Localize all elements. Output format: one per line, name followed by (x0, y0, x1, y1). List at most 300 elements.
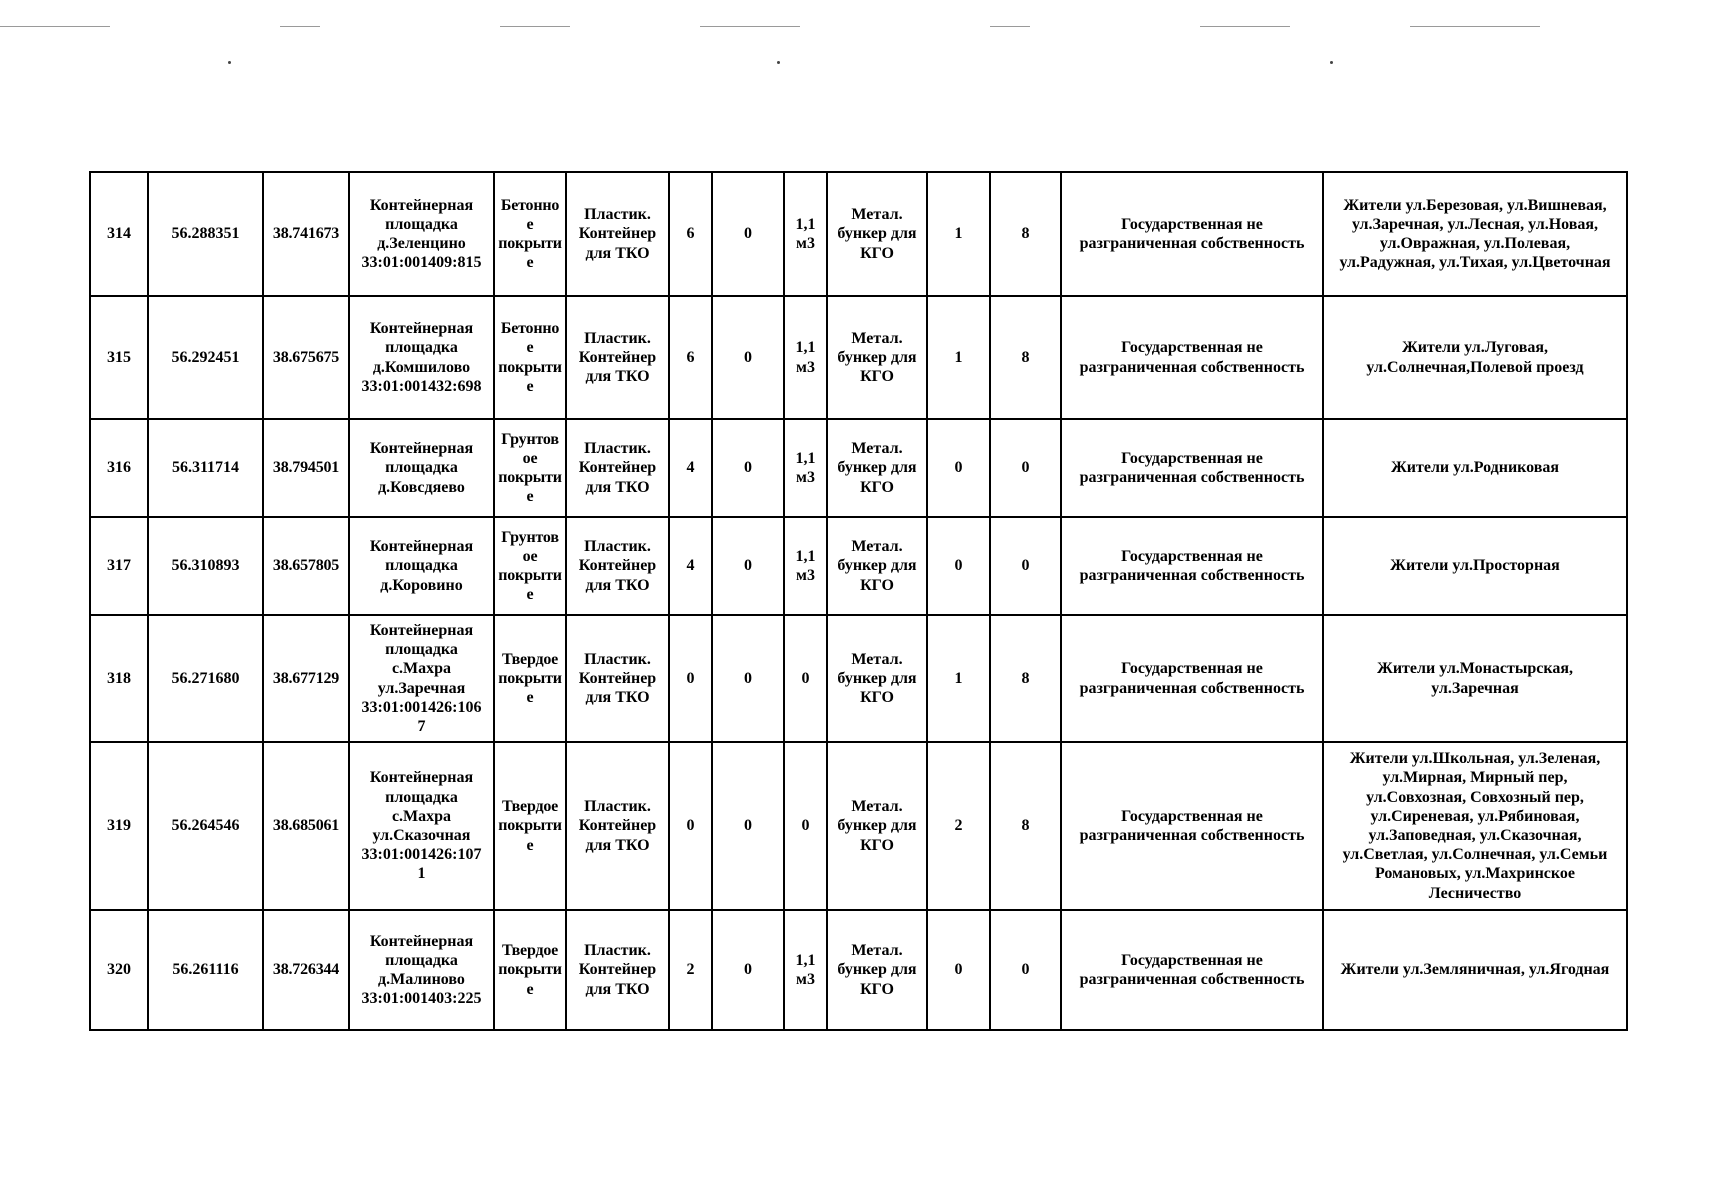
cell-site-description (349, 296, 494, 419)
cell-bunker-volume (990, 517, 1061, 615)
cell-text-line: ул.Заречная, ул.Лесная, ул.Новая, (1351, 215, 1599, 233)
cell-text: 4 (686, 459, 695, 477)
cell-bunker-volume (990, 172, 1061, 296)
scan-dot (228, 61, 231, 64)
cell-text: 318 (107, 669, 131, 687)
cell-text-line: Грунтов (501, 430, 559, 448)
cell-container-type (566, 296, 669, 419)
cell-text: 2 (686, 961, 695, 979)
cell-text-line: 33:01:001432:698 (361, 377, 482, 395)
cell-longitude (263, 172, 349, 296)
cell-text-line: разграниченная собственность (1079, 567, 1305, 584)
cell-text-line: Контейнер (578, 348, 657, 366)
cell-text: 8 (1021, 669, 1030, 687)
cell-text-line: Жители ул.Луговая, (1401, 339, 1549, 357)
cell-text-line: Жители ул.Просторная (1390, 557, 1560, 575)
cell-text-line: Контейнер (578, 961, 657, 979)
cell-text-line: м3 (796, 469, 815, 486)
table-body (90, 172, 1627, 1030)
cell-container-count (669, 742, 712, 910)
container-sites-table (89, 171, 1628, 1031)
cell-bunker-count (927, 910, 990, 1030)
cell-container-planned (712, 742, 784, 910)
cell-text: 1 (954, 225, 963, 243)
cell-text-line: разграниченная собственность (1079, 679, 1305, 697)
cell-text-line: Твердое (501, 942, 559, 960)
cell-text-line: 1,1 (795, 951, 816, 969)
cell-text-line: д.Комшилово (372, 358, 471, 376)
cell-text-line: 0 (801, 817, 810, 835)
cell-text-line: для ТКО (585, 836, 650, 854)
cell-text-line: Контейнерная (369, 932, 474, 950)
table-row (90, 615, 1627, 742)
cell-text: 6 (686, 348, 695, 366)
cell-latitude (148, 517, 263, 615)
cell-text-line: разграниченная собственность (1079, 235, 1305, 252)
cell-bunker-volume (990, 419, 1061, 517)
cell-text-line: Контейнерная (369, 196, 474, 214)
cell-text: 0 (744, 669, 752, 687)
cell-text-line: КГО (860, 244, 894, 262)
cell-text-line: Контейнер (578, 669, 657, 687)
cell-text-line: Бетонно (500, 320, 560, 338)
cell-container-type (566, 910, 669, 1030)
cell-text-line: КГО (860, 478, 894, 496)
scan-mark (700, 26, 800, 27)
cell-text-line: Твердое (501, 798, 559, 816)
cell-longitude (263, 419, 349, 517)
cell-text: 320 (107, 961, 131, 979)
cell-text-line: площадка (385, 459, 458, 477)
cell-site-description (349, 742, 494, 910)
cell-text: 56.271680 (171, 669, 240, 687)
cell-longitude (263, 296, 349, 419)
cell-text-line: е (526, 254, 534, 272)
cell-bunker-count (927, 615, 990, 742)
cell-text-line: Контейнерная (369, 769, 474, 787)
scan-mark (0, 26, 110, 27)
cell-text-line: с.Махра (391, 660, 452, 678)
cell-number (90, 517, 148, 615)
cell-bunker-volume (990, 742, 1061, 910)
cell-latitude (148, 296, 263, 419)
table-row (90, 910, 1627, 1030)
cell-text-line: Твердое (501, 650, 559, 668)
cell-text-line: КГО (860, 980, 894, 998)
cell-text-line: Метал. (851, 650, 903, 668)
cell-text-line: ул.Заречная (1431, 679, 1519, 697)
cell-text-line: Контейнерная (369, 538, 474, 556)
cell-container-planned (712, 296, 784, 419)
cell-bunker-type (827, 742, 927, 910)
cell-surface-type (494, 172, 566, 296)
cell-text-line: покрыти (498, 669, 562, 687)
cell-text: 38.677129 (272, 669, 340, 687)
cell-text: 0 (686, 817, 695, 835)
cell-residents (1323, 419, 1627, 517)
cell-text-line: ул.Мирная, Мирный пер, (1382, 769, 1568, 787)
cell-text-line: 33:01:001409:815 (361, 254, 482, 272)
cell-text: 8 (1021, 817, 1030, 835)
cell-text: 316 (107, 459, 131, 477)
cell-text-line: Метал. (851, 798, 903, 816)
cell-text: 0 (744, 961, 752, 979)
cell-text-line: для ТКО (585, 478, 650, 496)
cell-text-line: для ТКО (585, 980, 650, 998)
cell-text-line: 0 (801, 669, 810, 687)
cell-text: 0 (744, 225, 752, 243)
cell-bunker-type (827, 517, 927, 615)
cell-text-line: Контейнер (578, 557, 657, 575)
cell-text-line: покрыти (498, 817, 562, 835)
cell-text-line: Метал. (851, 329, 903, 347)
table-row (90, 172, 1627, 296)
cell-surface-type (494, 517, 566, 615)
cell-text-line: 33:01:001426:107 (361, 846, 482, 864)
cell-container-type (566, 517, 669, 615)
cell-container-volume (784, 910, 827, 1030)
cell-bunker-count (927, 172, 990, 296)
cell-text-line: Метал. (851, 942, 903, 960)
cell-text: 38.657805 (272, 557, 340, 575)
cell-surface-type (494, 742, 566, 910)
cell-text-line: е (526, 980, 534, 998)
cell-text: 38.726344 (272, 961, 340, 979)
cell-text-line: ул.Овражная, ул.Полевая, (1379, 235, 1571, 252)
cell-number (90, 296, 148, 419)
cell-ownership (1061, 742, 1323, 910)
scan-mark (1200, 26, 1290, 27)
cell-container-count (669, 172, 712, 296)
cell-container-planned (712, 172, 784, 296)
cell-text-line: Контейнерная (369, 440, 474, 458)
table-row (90, 419, 1627, 517)
scan-dot (1330, 61, 1333, 64)
cell-text: 0 (744, 459, 752, 477)
cell-site-description (349, 419, 494, 517)
cell-latitude (148, 742, 263, 910)
cell-text: 4 (686, 557, 695, 575)
cell-text-line: покрыти (498, 961, 562, 979)
cell-container-volume (784, 517, 827, 615)
cell-text: 56.311714 (171, 459, 240, 477)
cell-site-description (349, 172, 494, 296)
cell-text-line: бункер для (837, 961, 917, 979)
cell-surface-type (494, 615, 566, 742)
cell-text-line: 1,1 (795, 339, 816, 357)
cell-text-line: Контейнер (578, 459, 657, 477)
cell-text-line: бункер для (837, 225, 917, 243)
cell-container-type (566, 615, 669, 742)
cell-container-type (566, 742, 669, 910)
cell-number (90, 742, 148, 910)
cell-residents (1323, 910, 1627, 1030)
cell-text-line: Жители ул.Земляничная, ул.Ягодная (1340, 961, 1610, 979)
cell-text-line: Контейнерная (369, 320, 474, 338)
cell-text-line: 1,1 (795, 547, 816, 565)
cell-text-line: покрыти (498, 358, 562, 376)
table-row (90, 517, 1627, 615)
cell-container-type (566, 172, 669, 296)
cell-ownership (1061, 517, 1323, 615)
cell-text: 0 (954, 459, 963, 477)
cell-text: 6 (686, 225, 695, 243)
table-row (90, 742, 1627, 910)
cell-text-line: е (526, 377, 534, 395)
cell-text: 56.288351 (171, 225, 240, 243)
cell-text-line: м3 (796, 235, 815, 252)
cell-text-line: ул.Совхозная, Совхозный пер, (1366, 788, 1584, 806)
cell-text-line: 1,1 (795, 449, 816, 467)
cell-bunker-type (827, 172, 927, 296)
scan-mark (1410, 26, 1540, 27)
cell-bunker-count (927, 296, 990, 419)
cell-bunker-type (827, 615, 927, 742)
cell-text-line: разграниченная собственность (1079, 358, 1305, 376)
cell-text-line: бункер для (837, 557, 917, 575)
cell-text-line: Государственная не (1121, 547, 1263, 565)
cell-bunker-type (827, 419, 927, 517)
cell-text-line: Контейнерная (369, 621, 474, 639)
cell-text-line: Метал. (851, 206, 903, 224)
cell-text-line: для ТКО (585, 368, 650, 386)
cell-container-count (669, 517, 712, 615)
cell-text: 38.685061 (272, 817, 340, 835)
cell-residents (1323, 742, 1627, 910)
cell-text-line: ул.Заповедная, ул.Сказочная, (1368, 827, 1582, 844)
cell-text-line: КГО (860, 689, 894, 707)
cell-text-line: Пластик. (584, 440, 651, 458)
cell-latitude (148, 615, 263, 742)
cell-text-line: 7 (417, 717, 426, 735)
document-table-wrapper (89, 171, 1628, 1031)
cell-text-line: Романовых, ул.Махринское (1374, 865, 1576, 883)
cell-text: 38.741673 (272, 225, 340, 243)
cell-residents (1323, 517, 1627, 615)
cell-container-count (669, 296, 712, 419)
cell-text-line: Государственная не (1121, 339, 1263, 357)
cell-text-line: Государственная не (1121, 449, 1263, 467)
cell-text-line: ул.Сиреневая, ул.Рябиновая, (1370, 807, 1580, 825)
cell-text-line: е (526, 215, 534, 233)
cell-text-line: ул.Сказочная (372, 827, 471, 844)
cell-container-count (669, 419, 712, 517)
cell-text: 0 (744, 817, 752, 835)
cell-text-line: ул.Заречная (377, 679, 466, 697)
cell-text-line: Государственная не (1121, 660, 1263, 678)
cell-text-line: м3 (796, 358, 815, 376)
cell-text-line: КГО (860, 576, 894, 594)
cell-text-line: м3 (796, 567, 815, 584)
cell-bunker-volume (990, 296, 1061, 419)
cell-surface-type (494, 419, 566, 517)
cell-bunker-count (927, 517, 990, 615)
scan-mark (990, 26, 1030, 27)
cell-text-line: площадка (385, 641, 458, 659)
cell-latitude (148, 910, 263, 1030)
cell-text-line: д.Зеленцино (377, 235, 466, 252)
cell-text-line: Грунтов (501, 528, 559, 546)
cell-text-line: покрыти (498, 469, 562, 486)
cell-text: 0 (744, 348, 752, 366)
cell-text-line: площадка (385, 951, 458, 969)
table-row (90, 296, 1627, 419)
cell-text-line: д.Коровино (380, 576, 463, 594)
cell-text: 1 (954, 669, 963, 687)
cell-text-line: Метал. (851, 538, 903, 556)
cell-text-line: Пластик. (584, 206, 651, 224)
cell-text-line: площадка (385, 215, 458, 233)
cell-bunker-type (827, 296, 927, 419)
cell-text-line: КГО (860, 368, 894, 386)
cell-text-line: Бетонно (500, 196, 560, 214)
cell-text-line: Метал. (851, 440, 903, 458)
cell-text-line: Государственная не (1121, 951, 1263, 969)
cell-text-line: е (526, 689, 534, 707)
cell-text-line: КГО (860, 836, 894, 854)
cell-text-line: Пластик. (584, 538, 651, 556)
cell-residents (1323, 296, 1627, 419)
cell-latitude (148, 172, 263, 296)
cell-text: 319 (107, 817, 131, 835)
cell-text: 0 (954, 557, 963, 575)
cell-text-line: 1,1 (795, 215, 816, 233)
cell-text-line: площадка (385, 788, 458, 806)
cell-latitude (148, 419, 263, 517)
cell-longitude (263, 910, 349, 1030)
cell-bunker-type (827, 910, 927, 1030)
cell-text-line: Государственная не (1121, 807, 1263, 825)
cell-text-line: Пластик. (584, 650, 651, 668)
cell-text-line: Лесничество (1428, 884, 1522, 902)
cell-text-line: ое (522, 547, 538, 565)
cell-text-line: д.Ковсдяево (378, 478, 465, 496)
cell-text: 56.310893 (171, 557, 240, 575)
cell-text-line: Пластик. (584, 942, 651, 960)
cell-text: 0 (686, 669, 695, 687)
cell-text: 56.261116 (172, 961, 239, 979)
cell-container-volume (784, 615, 827, 742)
cell-text-line: разграниченная собственность (1079, 469, 1305, 486)
cell-surface-type (494, 296, 566, 419)
cell-ownership (1061, 419, 1323, 517)
cell-residents (1323, 172, 1627, 296)
cell-text-line: ул.Радужная, ул.Тихая, ул.Цветочная (1339, 254, 1611, 272)
cell-residents (1323, 615, 1627, 742)
cell-site-description (349, 615, 494, 742)
cell-text-line: е (526, 339, 534, 357)
cell-text-line: бункер для (837, 669, 917, 687)
cell-text: 0 (954, 961, 963, 979)
cell-text: 315 (107, 348, 131, 366)
cell-number (90, 615, 148, 742)
cell-text-line: бункер для (837, 459, 917, 477)
cell-text-line: ул.Светлая, ул.Солнечная, ул.Семьи (1342, 846, 1608, 864)
cell-text: 314 (107, 225, 131, 243)
cell-text-line: е (526, 586, 534, 604)
cell-text-line: Жители ул.Школьная, ул.Зеленая, (1349, 750, 1601, 768)
cell-text: 0 (1021, 961, 1030, 979)
cell-text-line: 33:01:001403:225 (361, 990, 482, 1008)
cell-text: 0 (744, 557, 752, 575)
cell-ownership (1061, 172, 1323, 296)
cell-text-line: покрыти (498, 235, 562, 252)
cell-text-line: разграниченная собственность (1079, 827, 1305, 844)
cell-text-line: Жители ул.Березовая, ул.Вишневая, (1343, 196, 1607, 214)
cell-text-line: Пластик. (584, 798, 651, 816)
cell-ownership (1061, 296, 1323, 419)
cell-number (90, 910, 148, 1030)
cell-text: 0 (1021, 557, 1030, 575)
cell-container-volume (784, 742, 827, 910)
cell-bunker-count (927, 742, 990, 910)
cell-text-line: Жители ул.Монастырская, (1377, 660, 1573, 678)
cell-container-type (566, 419, 669, 517)
cell-container-planned (712, 910, 784, 1030)
cell-number (90, 419, 148, 517)
cell-text-line: Контейнер (578, 225, 657, 243)
cell-text-line: 33:01:001426:106 (361, 698, 482, 716)
cell-text: 8 (1021, 348, 1030, 366)
cell-bunker-volume (990, 615, 1061, 742)
cell-ownership (1061, 910, 1323, 1030)
cell-longitude (263, 615, 349, 742)
cell-text-line: для ТКО (585, 689, 650, 707)
cell-text-line: Государственная не (1121, 215, 1263, 233)
cell-text: 8 (1021, 225, 1030, 243)
cell-bunker-count (927, 419, 990, 517)
cell-text-line: Пластик. (584, 329, 651, 347)
cell-text-line: ул.Солнечная,Полевой проезд (1366, 358, 1584, 376)
cell-text-line: 1 (417, 865, 426, 883)
cell-ownership (1061, 615, 1323, 742)
cell-text-line: для ТКО (585, 244, 650, 262)
cell-text: 56.264546 (171, 817, 240, 835)
cell-text: 38.675675 (272, 348, 340, 366)
cell-text-line: бункер для (837, 817, 917, 835)
cell-text-line: для ТКО (585, 576, 650, 594)
scan-mark (500, 26, 570, 27)
cell-longitude (263, 517, 349, 615)
cell-text-line: е (526, 836, 534, 854)
cell-text: 317 (107, 557, 131, 575)
cell-text: 2 (954, 817, 963, 835)
cell-surface-type (494, 910, 566, 1030)
cell-container-volume (784, 296, 827, 419)
cell-text-line: разграниченная собственность (1079, 971, 1305, 988)
cell-text-line: площадка (385, 339, 458, 357)
scan-artifacts (0, 0, 1709, 70)
cell-text-line: площадка (385, 557, 458, 575)
cell-text: 0 (1021, 459, 1030, 477)
cell-text: 38.794501 (272, 459, 340, 477)
cell-text-line: м3 (796, 971, 815, 988)
cell-container-planned (712, 419, 784, 517)
cell-container-planned (712, 517, 784, 615)
cell-bunker-volume (990, 910, 1061, 1030)
cell-site-description (349, 517, 494, 615)
cell-text-line: д.Малиново (378, 971, 465, 988)
cell-container-volume (784, 172, 827, 296)
cell-text-line: покрыти (498, 567, 562, 584)
cell-site-description (349, 910, 494, 1030)
scan-mark (280, 26, 320, 27)
cell-text-line: е (526, 488, 534, 506)
cell-number (90, 172, 148, 296)
cell-container-planned (712, 615, 784, 742)
cell-container-count (669, 910, 712, 1030)
cell-text-line: Жители ул.Родниковая (1390, 459, 1560, 477)
